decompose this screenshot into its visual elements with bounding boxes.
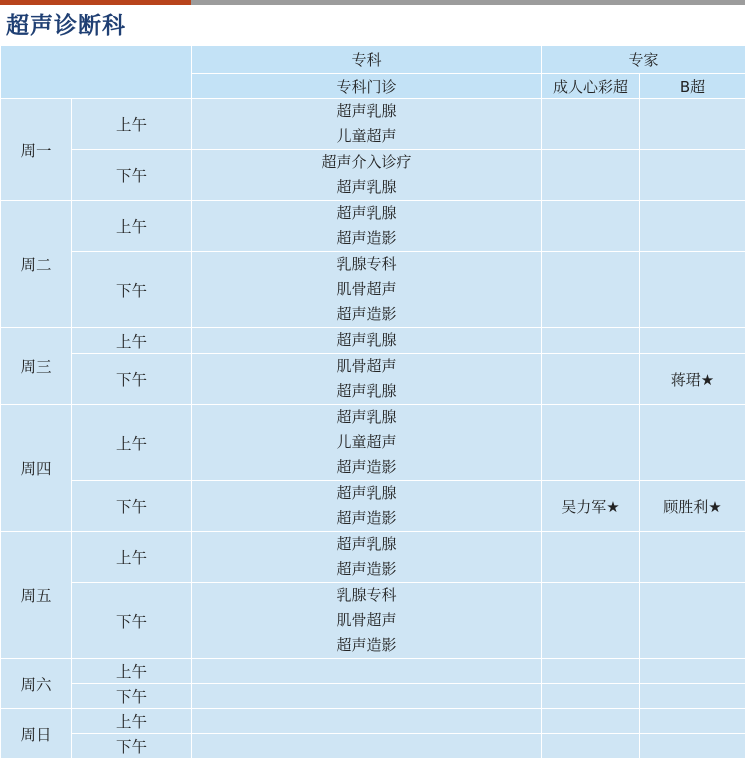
b-ultrasound-expert-cell: [640, 734, 745, 759]
b-ultrasound-expert-cell: [640, 405, 745, 481]
specialty-clinic-cell: [192, 734, 542, 759]
clinic-item: 超声乳腺: [192, 328, 541, 353]
clinic-item: 超声乳腺: [192, 201, 541, 226]
clinic-item: 肌骨超声: [192, 354, 541, 379]
schedule-row: [1, 252, 745, 328]
period-cell: 下午: [72, 354, 192, 405]
clinic-item: 超声介入诊疗: [192, 150, 541, 175]
clinic-item: 超声造影: [192, 455, 541, 480]
b-ultrasound-expert-cell: [640, 201, 745, 252]
b-ultrasound-expert-cell: 蒋珺★: [640, 354, 745, 405]
period-cell: 下午: [72, 481, 192, 532]
b-ultrasound-expert-cell: [640, 150, 745, 201]
adult-echo-expert-cell: [542, 684, 640, 709]
header-specialty: 专科: [192, 46, 542, 74]
adult-echo-expert-cell: [542, 252, 640, 328]
schedule-row: [1, 659, 745, 684]
specialty-clinic-cell: [192, 201, 542, 252]
clinic-item: 超声乳腺: [192, 99, 541, 124]
adult-echo-expert-cell: [542, 583, 640, 659]
clinic-item: 超声乳腺: [192, 481, 541, 506]
schedule-row: [1, 684, 745, 709]
header-specialty-clinic: 专科门诊: [192, 74, 542, 99]
adult-echo-expert-cell: [542, 734, 640, 759]
clinic-item: 超声造影: [192, 302, 541, 327]
adult-echo-expert-cell: [542, 354, 640, 405]
day-cell: 周五: [1, 532, 72, 659]
specialty-clinic-cell: [192, 99, 542, 150]
period-cell: 上午: [72, 99, 192, 150]
adult-echo-expert-cell: [542, 709, 640, 734]
clinic-item: 乳腺专科: [192, 583, 541, 608]
period-cell: 上午: [72, 201, 192, 252]
clinic-item: 超声乳腺: [192, 379, 541, 404]
schedule-row: [1, 734, 745, 759]
schedule-row: [1, 532, 745, 583]
schedule-row: [1, 354, 745, 405]
specialty-clinic-cell: [192, 252, 542, 328]
schedule-table: [0, 5, 745, 759]
clinic-item: 超声造影: [192, 506, 541, 531]
clinic-item: 超声乳腺: [192, 532, 541, 557]
clinic-item: 肌骨超声: [192, 608, 541, 633]
specialty-clinic-cell: [192, 150, 542, 201]
clinic-item: 超声乳腺: [192, 405, 541, 430]
day-cell: 周三: [1, 328, 72, 405]
period-cell: 下午: [72, 734, 192, 759]
period-cell: 上午: [72, 709, 192, 734]
specialty-clinic-cell: [192, 481, 542, 532]
period-cell: 上午: [72, 328, 192, 354]
period-cell: 下午: [72, 583, 192, 659]
b-ultrasound-expert-cell: [640, 532, 745, 583]
day-cell: 周二: [1, 201, 72, 328]
clinic-item: 儿童超声: [192, 124, 541, 149]
title-blank-cell: [542, 6, 640, 46]
adult-echo-expert-cell: [542, 150, 640, 201]
day-cell: 周日: [1, 709, 72, 759]
period-cell: 下午: [72, 150, 192, 201]
schedule-row: [1, 328, 745, 354]
b-ultrasound-expert-cell: [640, 659, 745, 684]
b-ultrasound-expert-cell: [640, 252, 745, 328]
specialty-clinic-cell: [192, 405, 542, 481]
period-cell: 上午: [72, 532, 192, 583]
specialty-clinic-cell: [192, 328, 542, 354]
period-cell: 上午: [72, 659, 192, 684]
b-ultrasound-expert-cell: 顾胜利★: [640, 481, 745, 532]
specialty-clinic-cell: [192, 709, 542, 734]
clinic-item: 超声造影: [192, 226, 541, 251]
day-cell: 周六: [1, 659, 72, 709]
header-b-ultrasound: B超: [640, 74, 745, 99]
header-corner-cell: [1, 46, 192, 99]
schedule-row: [1, 405, 745, 481]
schedule-row: [1, 583, 745, 659]
specialty-clinic-cell: [192, 354, 542, 405]
b-ultrasound-expert-cell: [640, 583, 745, 659]
adult-echo-expert-cell: [542, 405, 640, 481]
specialty-clinic-cell: [192, 583, 542, 659]
clinic-item: 肌骨超声: [192, 277, 541, 302]
clinic-item: 儿童超声: [192, 430, 541, 455]
adult-echo-expert-cell: [542, 659, 640, 684]
b-ultrasound-expert-cell: [640, 709, 745, 734]
clinic-item: 乳腺专科: [192, 252, 541, 277]
clinic-item: 超声造影: [192, 633, 541, 658]
page-title: 超声诊断科: [6, 7, 126, 40]
b-ultrasound-expert-cell: [640, 684, 745, 709]
period-cell: 下午: [72, 684, 192, 709]
schedule-row: [1, 150, 745, 201]
clinic-item: 超声乳腺: [192, 175, 541, 200]
adult-echo-expert-cell: [542, 328, 640, 354]
header-adult-echo: 成人心彩超: [542, 74, 640, 99]
day-cell: 周四: [1, 405, 72, 532]
b-ultrasound-expert-cell: [640, 99, 745, 150]
specialty-clinic-cell: [192, 659, 542, 684]
period-cell: 上午: [72, 405, 192, 481]
header-row-1: [1, 46, 745, 74]
period-cell: 下午: [72, 252, 192, 328]
adult-echo-expert-cell: [542, 99, 640, 150]
clinic-item: 超声造影: [192, 557, 541, 582]
schedule-row: [1, 99, 745, 150]
adult-echo-expert-cell: [542, 532, 640, 583]
title-blank-cell: [640, 6, 745, 46]
b-ultrasound-expert-cell: [640, 328, 745, 354]
specialty-clinic-cell: [192, 684, 542, 709]
adult-echo-expert-cell: 吴力军★: [542, 481, 640, 532]
day-cell: 周一: [1, 99, 72, 201]
header-experts: 专家: [542, 46, 745, 74]
schedule-row: [1, 201, 745, 252]
specialty-clinic-cell: [192, 532, 542, 583]
adult-echo-expert-cell: [542, 201, 640, 252]
schedule-row: [1, 709, 745, 734]
schedule-row: [1, 481, 745, 532]
